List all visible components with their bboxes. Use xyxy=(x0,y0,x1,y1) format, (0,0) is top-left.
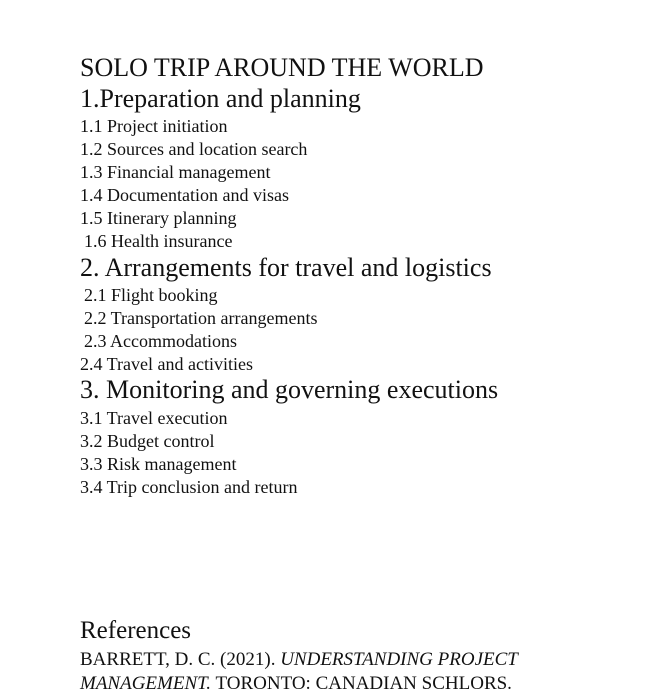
list-item: 2.4 Travel and activities xyxy=(80,354,253,374)
list-item: 2.3 Accommodations xyxy=(84,331,237,351)
citation-title: UNDERSTANDING PROJECT MANAGEMENT. xyxy=(80,649,518,694)
citation-author-year: BARRETT, D. C. (2021). xyxy=(80,649,281,670)
references-heading: References xyxy=(80,617,192,644)
list-item: 1.3 Financial management xyxy=(80,162,271,182)
list-item: 1.5 Itinerary planning xyxy=(80,208,237,228)
section-heading: 3. Monitoring and governing executions xyxy=(80,375,499,404)
document-title: SOLO TRIP AROUND THE WORLD xyxy=(80,53,484,82)
list-item: 1.4 Documentation and visas xyxy=(80,185,289,205)
list-item: 3.3 Risk management xyxy=(80,454,237,474)
list-item: 1.1 Project initiation xyxy=(80,116,228,136)
list-item: 1.6 Health insurance xyxy=(84,231,233,251)
section-heading: 1.Preparation and planning xyxy=(80,84,361,113)
list-item: 3.4 Trip conclusion and return xyxy=(80,477,298,497)
reference-citation xyxy=(80,648,550,696)
list-item: 3.2 Budget control xyxy=(80,431,215,451)
list-item: 3.1 Travel execution xyxy=(80,408,228,428)
section-heading: 2. Arrangements for travel and logistics xyxy=(80,253,492,282)
citation-publisher: TORONTO: CANADIAN SCHLORS. xyxy=(211,673,512,694)
list-item: 1.2 Sources and location search xyxy=(80,139,308,159)
list-item: 2.1 Flight booking xyxy=(84,285,218,305)
list-item: 2.2 Transportation arrangements xyxy=(84,308,318,328)
